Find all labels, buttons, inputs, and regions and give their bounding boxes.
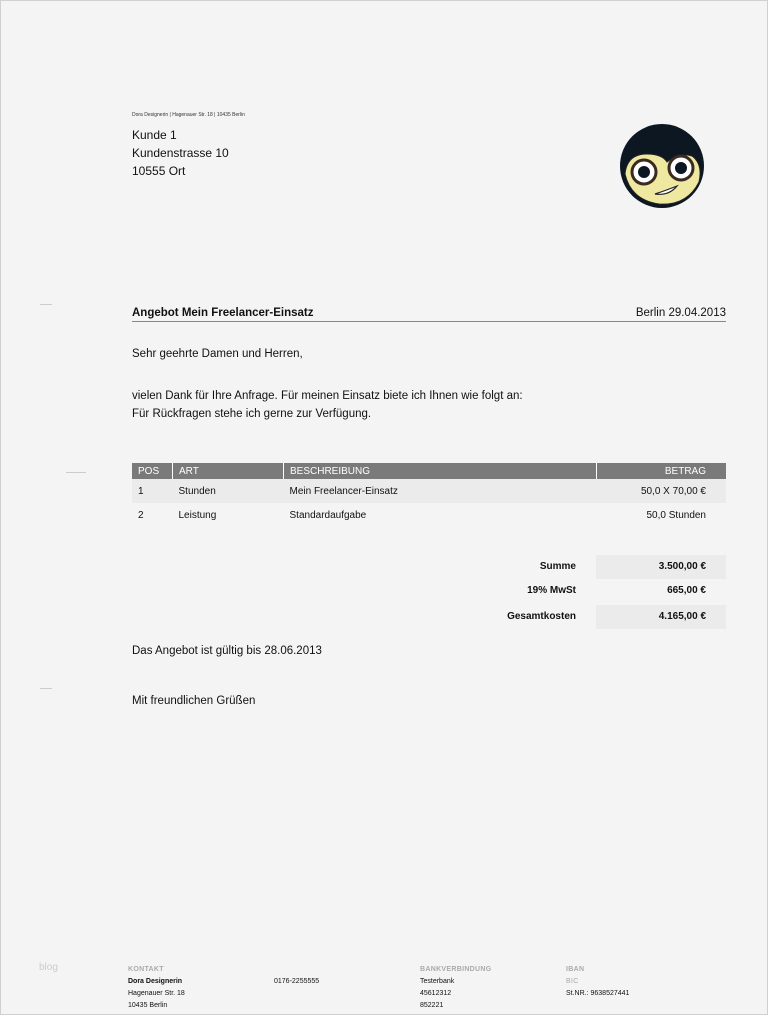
footer-line: Dora Designerin bbox=[128, 978, 183, 985]
footer-heading: BANKVERBINDUNG bbox=[420, 966, 492, 973]
footer-phone: 0176-2255555 bbox=[274, 978, 320, 985]
col-pos: POS bbox=[132, 463, 173, 479]
footer-line: Hagenauer Str. 18 bbox=[128, 990, 185, 997]
footer-heading: BIC bbox=[566, 978, 579, 985]
cell: Leistung bbox=[178, 509, 217, 521]
body-text bbox=[132, 387, 523, 423]
cell: 1 bbox=[132, 479, 173, 503]
col-betrag: BETRAG bbox=[597, 463, 727, 479]
total-label: Gesamtkosten bbox=[507, 611, 576, 622]
table-row bbox=[132, 503, 726, 527]
cell: Standardaufgabe bbox=[289, 509, 367, 521]
items-table bbox=[132, 463, 726, 527]
subject-line bbox=[132, 307, 726, 322]
recipient-line: 10555 Ort bbox=[132, 164, 186, 178]
recipient-line: Kundenstrasse 10 bbox=[132, 146, 229, 160]
footer-heading: IBAN bbox=[566, 966, 585, 973]
col-art: ART bbox=[173, 463, 284, 479]
footer-line: Testerbank bbox=[420, 978, 455, 985]
place-date: Berlin 29.04.2013 bbox=[635, 307, 726, 319]
subject: Angebot Mein Freelancer-Einsatz bbox=[132, 307, 314, 319]
recipient-address bbox=[132, 126, 229, 180]
body-line: Für Rückfragen stehe ich gerne zur Verfügung. bbox=[132, 408, 372, 420]
footer-line: 45612312 bbox=[420, 990, 452, 997]
recipient-line: Kunde 1 bbox=[132, 128, 177, 142]
col-beschreibung: BESCHREIBUNG bbox=[284, 463, 597, 479]
validity: Das Angebot ist gültig bis 28.06.2013 bbox=[132, 645, 322, 657]
table-header bbox=[132, 463, 726, 479]
cell: 50,0 Stunden bbox=[646, 509, 706, 521]
total-label: 19% MwSt bbox=[527, 585, 576, 596]
cell: 2 bbox=[138, 509, 144, 521]
body-line: vielen Dank für Ihre Anfrage. Für meinen Einsatz biete ich Ihnen wie folgt an: bbox=[132, 390, 523, 402]
table-row bbox=[132, 479, 726, 503]
cell: Stunden bbox=[173, 479, 284, 503]
total-value: 4.165,00 € bbox=[596, 605, 726, 629]
closing: Mit freundlichen Grüßen bbox=[132, 695, 256, 707]
salutation: Sehr geehrte Damen und Herren, bbox=[132, 348, 303, 360]
punch-mark bbox=[66, 472, 86, 473]
footer-ids bbox=[566, 964, 629, 1000]
footer-line: St.NR.: 9638527441 bbox=[566, 990, 630, 997]
total-label: Summe bbox=[539, 561, 576, 572]
footer-line: 10435 Berlin bbox=[128, 1002, 168, 1009]
footer-heading: KONTAKT bbox=[128, 966, 164, 973]
cell: 50,0 X 70,00 € bbox=[597, 479, 727, 503]
blog-label: blog bbox=[39, 962, 58, 973]
fold-mark bbox=[40, 304, 52, 305]
cell: Mein Freelancer-Einsatz bbox=[284, 479, 597, 503]
footer-line: 852221 bbox=[420, 1002, 444, 1009]
sender-line: Dora Designerin | Hagenauer Str. 18 | 10435 Berlin bbox=[132, 112, 245, 118]
footer-bank bbox=[420, 964, 491, 1012]
total-value: 665,00 € bbox=[667, 585, 706, 596]
fold-mark bbox=[40, 688, 52, 689]
smiley-logo-icon bbox=[617, 124, 707, 208]
footer-contact bbox=[128, 964, 185, 1012]
total-value: 3.500,00 € bbox=[596, 555, 726, 579]
